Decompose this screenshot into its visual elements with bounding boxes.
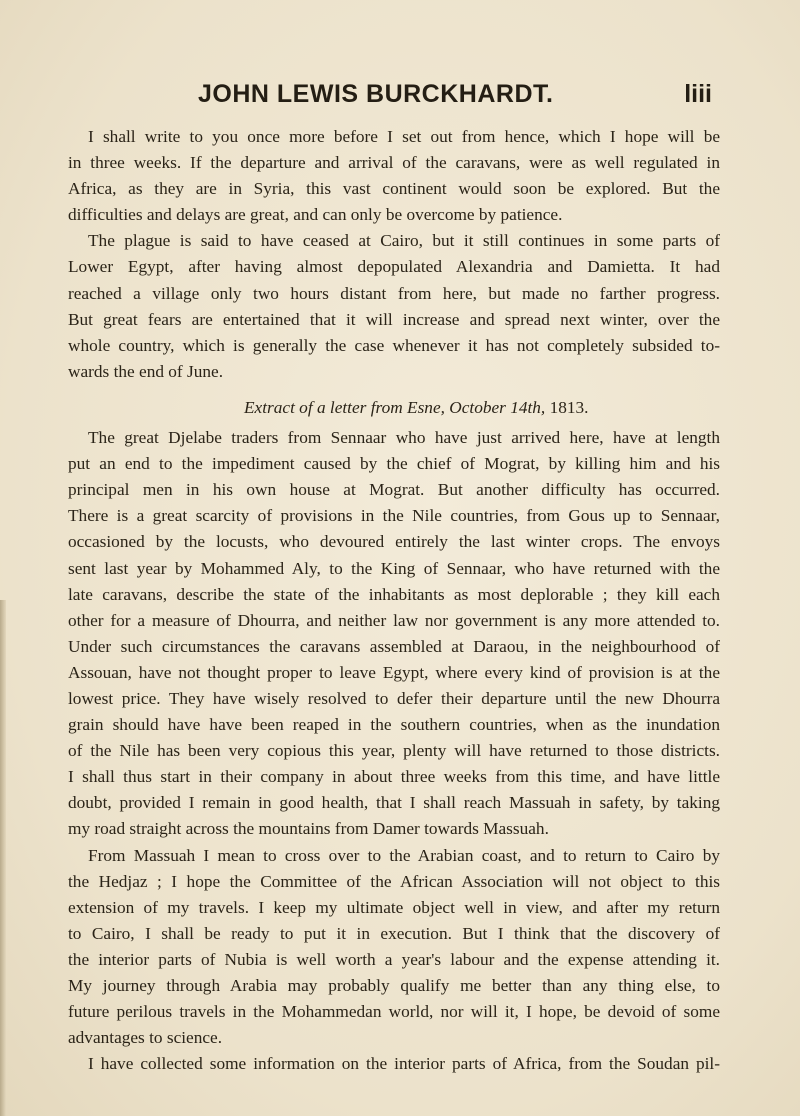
text-line: difficulties and delays are great, and can only be overcome by patience. bbox=[68, 205, 563, 225]
paragraph-1 bbox=[68, 124, 720, 228]
paragraph-2 bbox=[68, 228, 720, 385]
text-line: put an end to the impediment caused by the chief of Mograt, by killing him and his bbox=[68, 454, 720, 474]
text-line: I have collected some information on the interior parts of Africa, from the Soudan pil- bbox=[88, 1054, 720, 1074]
paragraph-4 bbox=[68, 843, 720, 1052]
extract-heading-italic: Extract of a letter from Esne, October 14th, bbox=[244, 397, 546, 417]
text-line: the Hedjaz ; I hope the Committee of the African Association will not object to this bbox=[68, 871, 720, 891]
extract-heading-year: 1813. bbox=[545, 397, 589, 417]
text-line: But great fears are entertained that it will increase and spread next winter, over the bbox=[68, 309, 720, 329]
text-line: whole country, which is generally the case whenever it has not completely subsided to- bbox=[68, 335, 720, 355]
text-line: grain should have have been reaped in the southern countries, when as the inundation bbox=[68, 715, 720, 735]
text-line: future perilous travels in the Mohammedan world, nor will it, I hope, be devoid of some bbox=[68, 1002, 720, 1022]
text-line: late caravans, describe the state of the inhabitants as most deplorable ; they kill each bbox=[68, 584, 720, 604]
text-line: principal men in his own house at Mograt. But another difficulty has occurred. bbox=[68, 480, 720, 500]
text-line: I shall thus start in their company in about three weeks from this time, and have little bbox=[68, 767, 720, 787]
page-header bbox=[0, 80, 800, 120]
text-line: wards the end of June. bbox=[68, 361, 224, 381]
text-line: to Cairo, I shall be ready to put it in execution. But I think that the discovery of bbox=[68, 923, 720, 943]
page-number: liii bbox=[684, 80, 712, 108]
body-text bbox=[68, 124, 720, 1077]
text-line: Africa, as they are in Syria, this vast continent would soon be explored. But the bbox=[68, 179, 720, 199]
text-line: of the Nile has been very copious this year, plenty will have returned to those districts. bbox=[68, 741, 720, 761]
extract-heading bbox=[68, 395, 720, 421]
text-line: Assouan, have not thought proper to leave Egypt, where every kind of provision is at the bbox=[68, 662, 720, 682]
section-gap bbox=[68, 385, 720, 395]
text-line: My journey through Arabia may probably qualify me better than any thing else, to bbox=[68, 976, 720, 995]
text-line: doubt, provided I remain in good health, that I shall reach Massuah in safety, by taking bbox=[68, 793, 720, 813]
text-line: reached a village only two hours distant from here, but made no farther progress. bbox=[68, 283, 720, 303]
text-line: Lower Egypt, after having almost depopulated Alexandria and Damietta. It had bbox=[68, 257, 720, 277]
text-line: From Massuah I mean to cross over to the Arabian coast, and to return to Cairo by bbox=[88, 845, 720, 865]
running-head: JOHN LEWIS BURCKHARDT. bbox=[198, 80, 554, 108]
text-line: There is a great scarcity of provisions in the Nile countries, from Gous up to Sennaar, bbox=[68, 506, 720, 526]
text-line: advantages to science. bbox=[68, 1028, 223, 1048]
text-line: Under such circumstances the caravans assembled at Daraou, in the neighbourhood of bbox=[68, 636, 720, 656]
text-line: in three weeks. If the departure and arrival of the caravans, were as well regulated in bbox=[68, 153, 720, 173]
text-line: lowest price. They have wisely resolved to defer their departure until the new Dhourra bbox=[68, 688, 720, 708]
text-line: my road straight across the mountains from Damer towards Massuah. bbox=[68, 819, 549, 839]
page-edge-shadow bbox=[0, 600, 6, 1116]
text-line: sent last year by Mohammed Aly, to the King of Sennaar, who have returned with the bbox=[68, 558, 720, 578]
paragraph-3 bbox=[68, 425, 720, 843]
text-line: The plague is said to have ceased at Cairo, but it still continues in some parts of bbox=[88, 231, 720, 251]
text-line: I shall write to you once more before I set out from hence, which I hope will be bbox=[88, 127, 720, 146]
paragraph-5 bbox=[68, 1051, 720, 1077]
text-line: occasioned by the locusts, who devoured entirely the last winter crops. The envoys bbox=[68, 532, 720, 552]
text-line: other for a measure of Dhourra, and neither law nor government is any more attended to. bbox=[68, 610, 720, 630]
text-line: The great Djelabe traders from Sennaar who have just arrived here, have at length bbox=[88, 428, 720, 448]
text-line: the interior parts of Nubia is well worth a year's labour and the expense attending it. bbox=[68, 949, 720, 969]
text-line: extension of my travels. I keep my ultimate object well in view, and after my return bbox=[68, 897, 720, 917]
